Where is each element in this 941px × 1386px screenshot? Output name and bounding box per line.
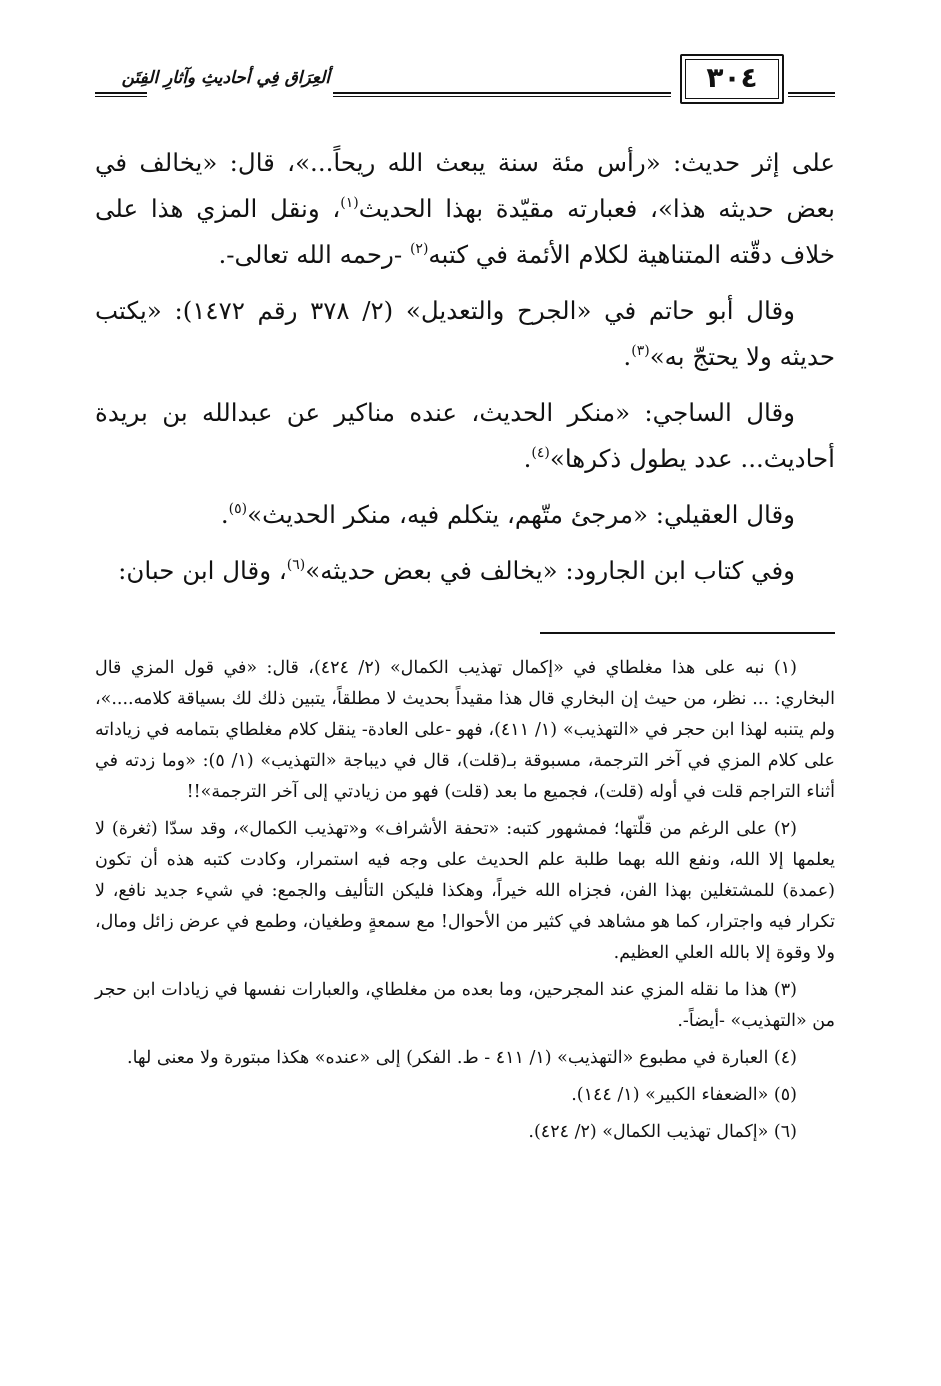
footnote-ref: (١) <box>340 195 359 211</box>
main-paragraph <box>95 390 835 482</box>
page-number-frame <box>680 54 784 104</box>
header-rule <box>95 92 147 94</box>
paragraph-text: وقال العقيلي: «مرجئ متّهم، يتكلم فيه، منكر الحديث» <box>247 500 795 529</box>
footnote: (١) نبه على هذا مغلطاي في «إكمال تهذيب الكمال» (٢/ ٤٢٤)، قال: «في قول المزي قال البخاري: ... نظر، من حيث إن البخاري قال هذا مقيداً بحديث لا مطلقاً، يتبين ذلك لك بسياقة كلامه....»، ولم يتنبه لهذا ابن حجر في «التهذيب» (١/ ٤١١)، فهو -على العادة- ينقل كلام مغلطاي بتمامه في زياداته على كلام المزي في آخر الترجمة، مسبوقة بـ(قلت)، قال في ديباجة «التهذيب» (١/ ٥): «وما زدته في أثناء التراجم قلت في أوله (قلت)، فجميع ما بعد (قلت) فهو من زيادتي إلى آخر الترجمة»!! <box>95 658 835 802</box>
header-rule <box>788 96 835 97</box>
footnote: (٣) هذا ما نقله المزي عند المجرحين، وما بعده من مغلطاي، والعبارات نفسها في زيادات ابن حجر من «التهذيب» -أيضاً-. <box>95 980 835 1031</box>
footnote-ref: (٢) <box>409 241 429 257</box>
header-rule <box>333 92 671 94</box>
paragraph-text: ، وقال ابن حبان: <box>118 556 287 585</box>
main-paragraph <box>95 492 835 538</box>
main-text <box>95 140 835 604</box>
footnote-ref: (٦) <box>286 557 306 573</box>
main-paragraph <box>95 140 835 278</box>
paragraph-text: على إثر حديث: «رأس مئة سنة يبعث الله ريحاً...»، قال: «يخالف في بعض حديثه هذا»، فعبارته مقيّدة بهذا الحديث <box>95 148 835 223</box>
paragraph-text: -رحمه الله تعالى-. <box>218 240 410 269</box>
footnote-separator <box>540 632 835 634</box>
footnote: (٤) العبارة في مطبوع «التهذيب» (١/ ٤١١ - ط. الفكر) إلى «عنده» هكذا مبتورة ولا معنى لها. <box>127 1048 797 1068</box>
header-rule <box>788 92 835 94</box>
footnote: (٢) على الرغم من قلّتها؛ فمشهور كتبه: «تحفة الأشراف» و«تهذيب الكمال»، وقد سدّا (ثغرة) لا يعلمها إلا الله، ونفع الله بهما طلبة علم الحديث على وجه فيه استمرار، وكادت كتبه هذه أن تكون (عمدة) للمشتغلين بهذا الفن، فجزاه الله خيراً، وهكذا فليكن التأليف والجمع: في شيء جديد نافع، لا تكرار فيه واجترار، كما هو مشاهد في كثير من الأحوال! مع سمعةٍ وطغيان، وطمع في عرض زائل ومال، ولا وقوة إلا بالله العلي العظيم. <box>95 819 835 963</box>
paragraph-text: وقال أبو حاتم في «الجرح والتعديل» (٢/ ٣٧٨ رقم ١٤٧٢): «يكتب حديثه ولا يحتجّ به» <box>95 296 835 371</box>
main-paragraph <box>95 548 835 594</box>
main-paragraph <box>95 288 835 380</box>
footnote-ref: (٥) <box>228 501 248 517</box>
paragraph-text: وفي كتاب ابن الجارود: «يخالف في بعض حديثه» <box>305 556 795 585</box>
page-number: ٣٠٤ <box>706 61 758 94</box>
footnote-ref: (٤) <box>531 445 550 461</box>
book-title: ألعِرَاق فِي أحاديثِ وآثارِ الفِتَن <box>121 68 330 88</box>
paragraph-text: . <box>623 342 632 371</box>
header-rule <box>333 96 671 97</box>
paragraph-text: وقال الساجي: «منكر الحديث، عنده مناكير عن عبدالله بن بريدة أحاديث... عدد يطول ذكرها» <box>95 398 835 473</box>
paragraph-text: . <box>523 444 532 473</box>
footnote: (٥) «الضعفاء الكبير» (١/ ١٤٤). <box>571 1085 797 1105</box>
paragraph-text: . <box>220 500 229 529</box>
header-rule <box>95 96 147 97</box>
page-header <box>95 52 835 112</box>
footnote: (٦) «إكمال تهذيب الكمال» (٢/ ٤٢٤). <box>528 1122 797 1142</box>
footnote-ref: (٣) <box>631 343 650 359</box>
footnotes <box>95 653 835 1154</box>
paragraph-text: ، ونقل المزي هذا على خلاف دقّته المتناهية لكلام الأئمة في كتبه <box>95 194 835 269</box>
